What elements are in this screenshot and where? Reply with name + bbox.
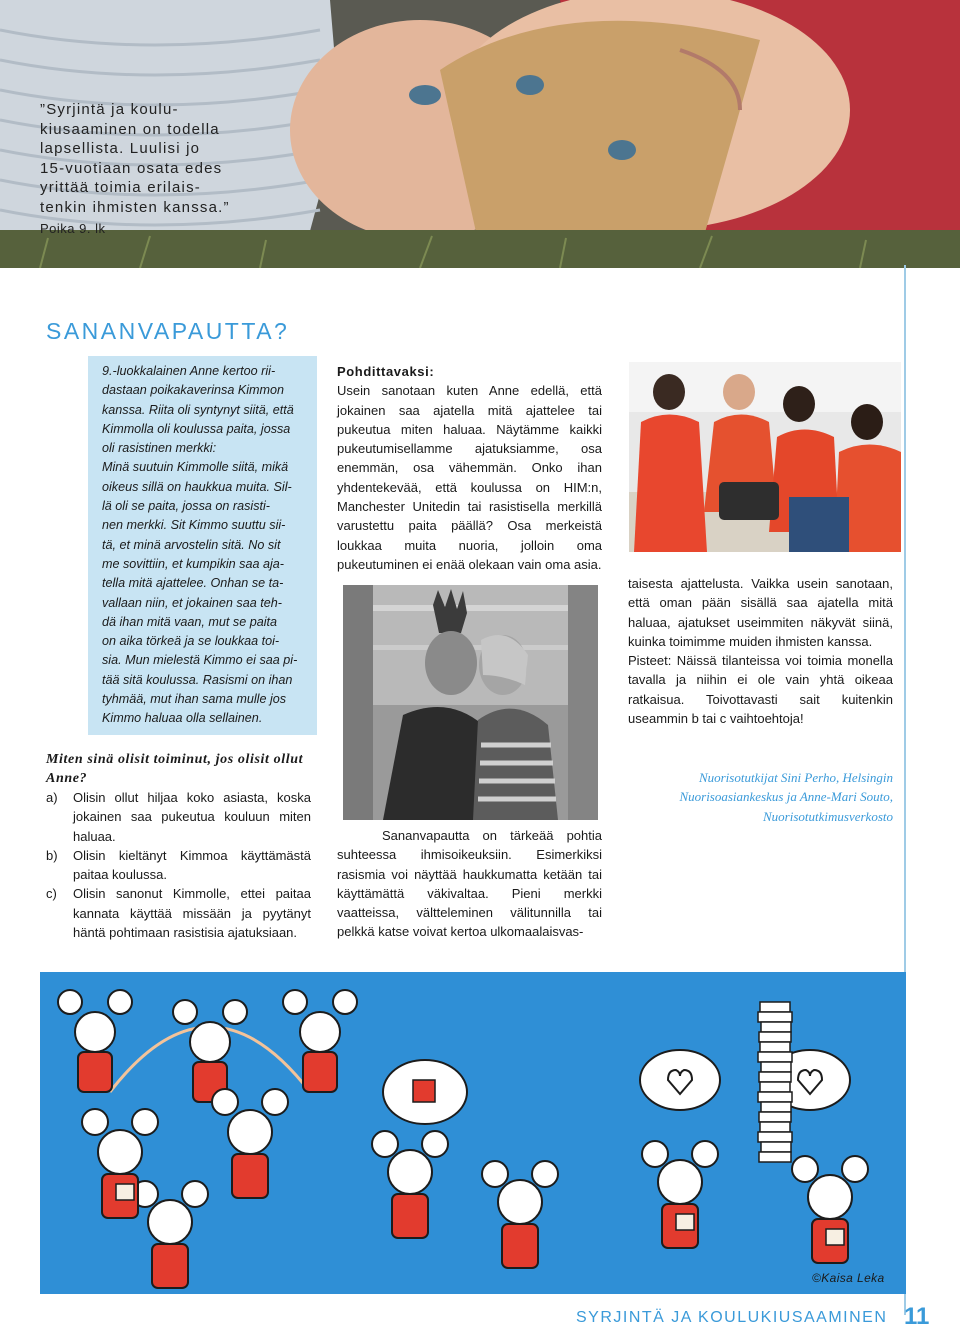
- answer-options: [46, 788, 311, 942]
- story-line: nen merkki. Sit Kimmo suuttu sii-: [102, 518, 286, 533]
- sananvapaus-text: Sananvapautta on tärkeää pohtia suhteessa ihmisoikeuksiin. Esimerkiksi rasismia voi näyttää haukkumatta ketään tai käyttämättä väkivaltaa. Pieni merkki vaatteissa, välttelеminen välitunnilla tai pelkkä katse voivat kertoa ulkomaalaisvas-: [337, 828, 602, 940]
- quote-line: tenkin ihmisten kanssa.”: [40, 198, 230, 216]
- conclusion-column: [628, 574, 893, 728]
- quote-line: 15-vuotiaan osata edes: [40, 159, 223, 177]
- quote-line: lapsellista. Luulisi jo: [40, 140, 201, 157]
- author-credits: [628, 768, 893, 826]
- hero-quote: [40, 100, 280, 239]
- story-line: on aika törkeä ja se loukkaa toi-: [102, 634, 280, 649]
- story-line: kanssa. Riita oli syntynyt siitä, että: [102, 402, 294, 417]
- option-a: [46, 788, 311, 846]
- points-paragraph: Pisteet: Näissä tilanteissa voi toimia monella tavalla ja niihin ei ole vain yhtä oikeaa ratkaisua. Toivottavasti sait kuitenkin useammin b tai c vaihtoehtoja!: [628, 653, 893, 727]
- option-text: Olisin ollut hiljaa koko asiasta, koska jokainen saa pukeutua kouluun miten haluaa.: [73, 790, 311, 844]
- option-text: Olisin sanonut Kimmolle, ettei paitaa kannata käyttää missään ja pyytänyt häntä pohtimaan rasistisia ajatuksiaan.: [73, 886, 311, 941]
- quote-line: ”Syrjintä ja koulu-: [40, 101, 179, 118]
- option-letter: c): [46, 886, 57, 902]
- pohdittavaksi-section: [337, 362, 602, 574]
- story-line: dastaan poikakaverinsa Kimmon: [102, 383, 285, 398]
- story-line: dä ihan mitä vaan, mut se paita: [102, 614, 278, 629]
- story-line: tella mitä ajattelee. Onhan se ta-: [102, 576, 284, 591]
- cartoon-illustration: [40, 972, 906, 1294]
- story-line: oikeus sillä on haukkua muita. Sil-: [102, 479, 292, 494]
- quote-line: yrittää toimia erilais-: [40, 179, 201, 196]
- group-photo-illustration: [629, 362, 901, 552]
- option-c: [46, 884, 311, 942]
- illustrator-credit: ©Kaisa Leka: [812, 1271, 885, 1285]
- credit-line: Nuorisoasiankeskus ja Anne-Mari Souto,: [679, 789, 893, 805]
- story-line: tää sitä koulussa. Rasismi on ihan: [102, 672, 293, 687]
- story-line: vallaan niin, et jokainen saa teh-: [102, 595, 282, 610]
- option-text: Olisin kieltänyt Kimmoa käyttämästä paitaa koulussa.: [73, 847, 311, 883]
- pohdittavaksi-text: Usein sanotaan kuten Anne edellä, että jokainen saa ajatella mitä ajattelee tai pukeutua miten haluaa. Näytämme kaikki pukeutumisellamme ajatuksiamme, osa enemmän, osa vähemmän. Onko ihan yhdentekevää, että koulussa on HIM:n, Manchester Unitedin tai rasistisella merkillä varustettu paita päällä? Osa merkeistä loukkaa muita nuoria, jolloin oma pukeutuminen ei enää olekaan vain oma asia.: [337, 383, 602, 572]
- story-line: me sovittiin, et kumpikin saa aja-: [102, 556, 284, 571]
- story-text: [102, 362, 308, 729]
- story-line: tä, et minä arvostelin sitä. No sit: [102, 537, 281, 552]
- story-line: sia. Mun mielestä Kimmo ei saa pi-: [102, 653, 298, 668]
- kissing-couple-illustration: [343, 585, 598, 820]
- credit-line: Nuorisotutkijat Sini Perho, Helsingin: [698, 770, 893, 785]
- sananvapaus-paragraph: [337, 826, 602, 942]
- question-heading: Miten sinä olisit toiminut, jos olisit ollut Anne?: [46, 752, 304, 786]
- footer-title: SYRJINTÄ JA KOULUKIUSAAMINEN: [576, 1309, 888, 1326]
- group-photo: [629, 362, 901, 552]
- page-number: 11: [904, 1303, 930, 1330]
- option-letter: a): [46, 790, 58, 805]
- quote-line: kiusaaminen on todella: [40, 120, 220, 138]
- quote-source: Poika 9. lk: [40, 221, 106, 236]
- story-line: oli rasistinen merkki:: [102, 441, 217, 456]
- story-line: lä oli se paita, jossa on rasisti-: [102, 499, 270, 514]
- conclusion-paragraph: taisesta ajattelusta. Vaikka usein sanotaan, että oman pään sisällä saa ajatella mitä haluaa, ajatukset useimmiten näkyvät siinä, kuinka toimimme muiden ihmisten kanssa.: [628, 576, 893, 649]
- credit-line: Nuorisotutkimusverkosto: [763, 808, 893, 824]
- kissing-couple-photo: [343, 585, 598, 820]
- option-b: [46, 846, 311, 885]
- option-letter: b): [46, 847, 58, 863]
- pohdittavaksi-heading: Pohdittavaksi:: [337, 364, 435, 379]
- story-line: 9.-luokkalainen Anne kertoo rii-: [102, 364, 276, 378]
- mice-cartoon: [40, 972, 906, 1294]
- story-line: Kimmolla oli koulussa paita, jossa: [102, 421, 291, 436]
- story-line: Kimmo haluaa olla sellainen.: [102, 711, 263, 726]
- story-line: tyhmää, mut ihan sama mulle jos: [102, 692, 287, 707]
- section-title: SANANVAPAUTTA?: [46, 318, 290, 344]
- story-line: Minä suutuin Kimmolle siitä, mikä: [102, 460, 289, 475]
